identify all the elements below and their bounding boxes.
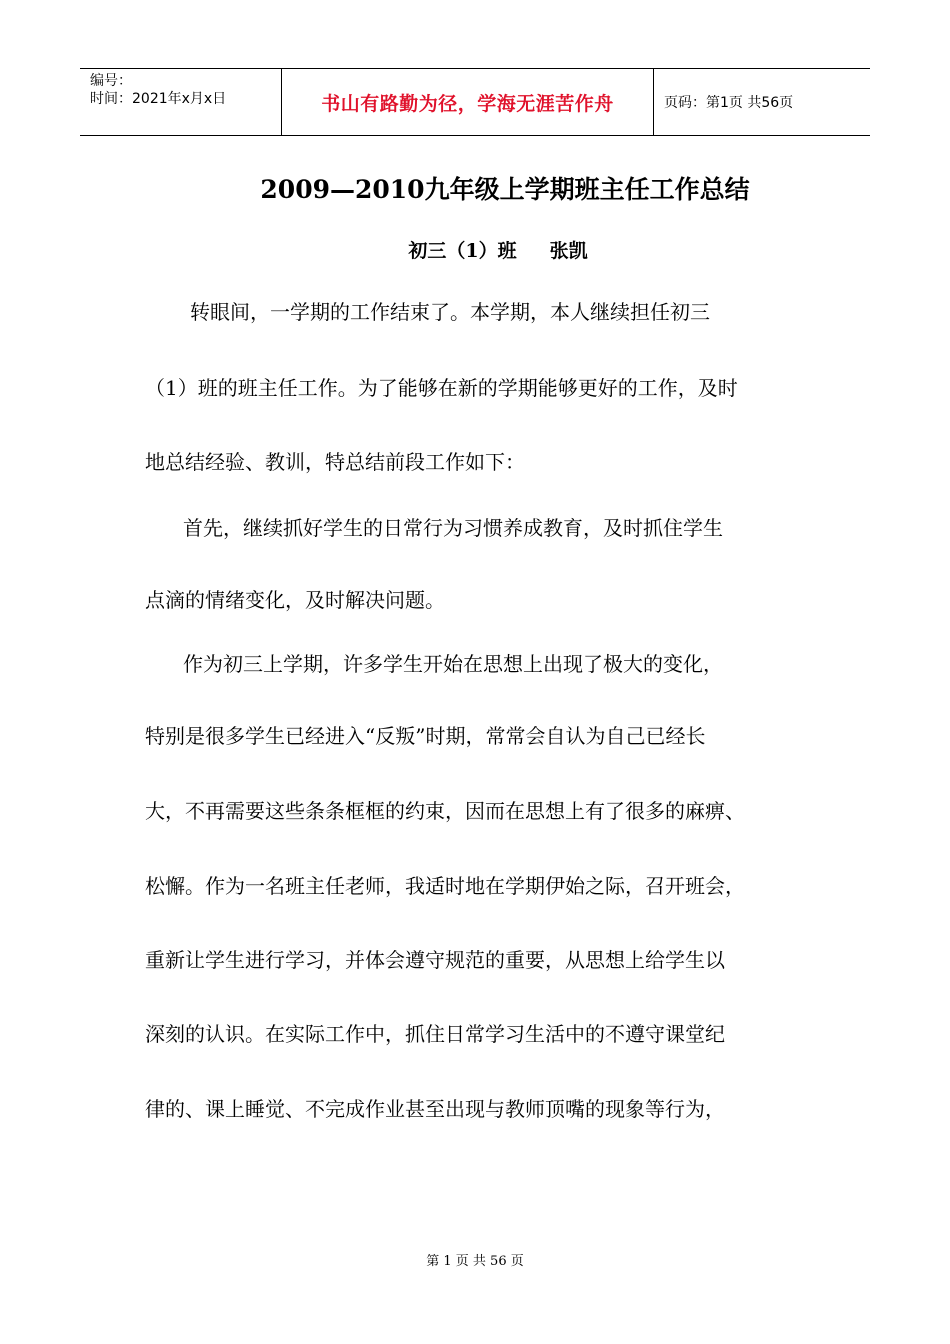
body-line: 作为初三上学期，许多学生开始在思想上出现了极大的变化， bbox=[183, 652, 723, 676]
document-header bbox=[80, 68, 870, 136]
document-subtitle: 初三（1）班 张凯 bbox=[408, 240, 588, 262]
body-line: 点滴的情绪变化，及时解决问题。 bbox=[145, 588, 445, 612]
body-line: 律的、课上睡觉、不完成作业甚至出现与教师顶嘴的现象等行为， bbox=[145, 1097, 725, 1121]
body-line: 特别是很多学生已经进入“反叛”时期，常常会自认为自己已经长 bbox=[145, 724, 706, 748]
body-line: 转眼间，一学期的工作结束了。本学期，本人继续担任初三 bbox=[190, 300, 710, 324]
motto-text: 书山有路勤为径，学海无涯苦作舟 bbox=[321, 92, 614, 115]
header-meta-cell bbox=[80, 69, 281, 135]
body-line: （1）班的班主任工作。为了能够在新的学期能够更好的工作，及时 bbox=[145, 376, 738, 400]
page-info: 页码：第1页 共56页 bbox=[664, 95, 794, 111]
body-line: 深刻的认识。在实际工作中，抓住日常学习生活中的不遵守课堂纪 bbox=[145, 1022, 725, 1046]
serial-number-label: 编号： bbox=[90, 73, 132, 89]
body-line: 大，不再需要这些条条框框的约束，因而在思想上有了很多的麻痹、 bbox=[145, 799, 745, 823]
header-motto-cell bbox=[281, 69, 654, 135]
body-line: 松懈。作为一名班主任老师，我适时地在学期伊始之际，召开班会， bbox=[145, 874, 745, 898]
body-line: 首先，继续抓好学生的日常行为习惯养成教育，及时抓住学生 bbox=[183, 516, 723, 540]
document-title: 2009—2010九年级上学期班主任工作总结 bbox=[260, 175, 750, 204]
body-line: 重新让学生进行学习，并体会遵守规范的重要，从思想上给学生以 bbox=[145, 948, 725, 972]
page-footer: 第 1 页 共 56 页 bbox=[426, 1254, 524, 1269]
date-line: 时间：2021年x月x日 bbox=[90, 91, 227, 107]
header-page-cell bbox=[654, 69, 870, 135]
body-line: 地总结经验、教训，特总结前段工作如下： bbox=[145, 450, 525, 474]
